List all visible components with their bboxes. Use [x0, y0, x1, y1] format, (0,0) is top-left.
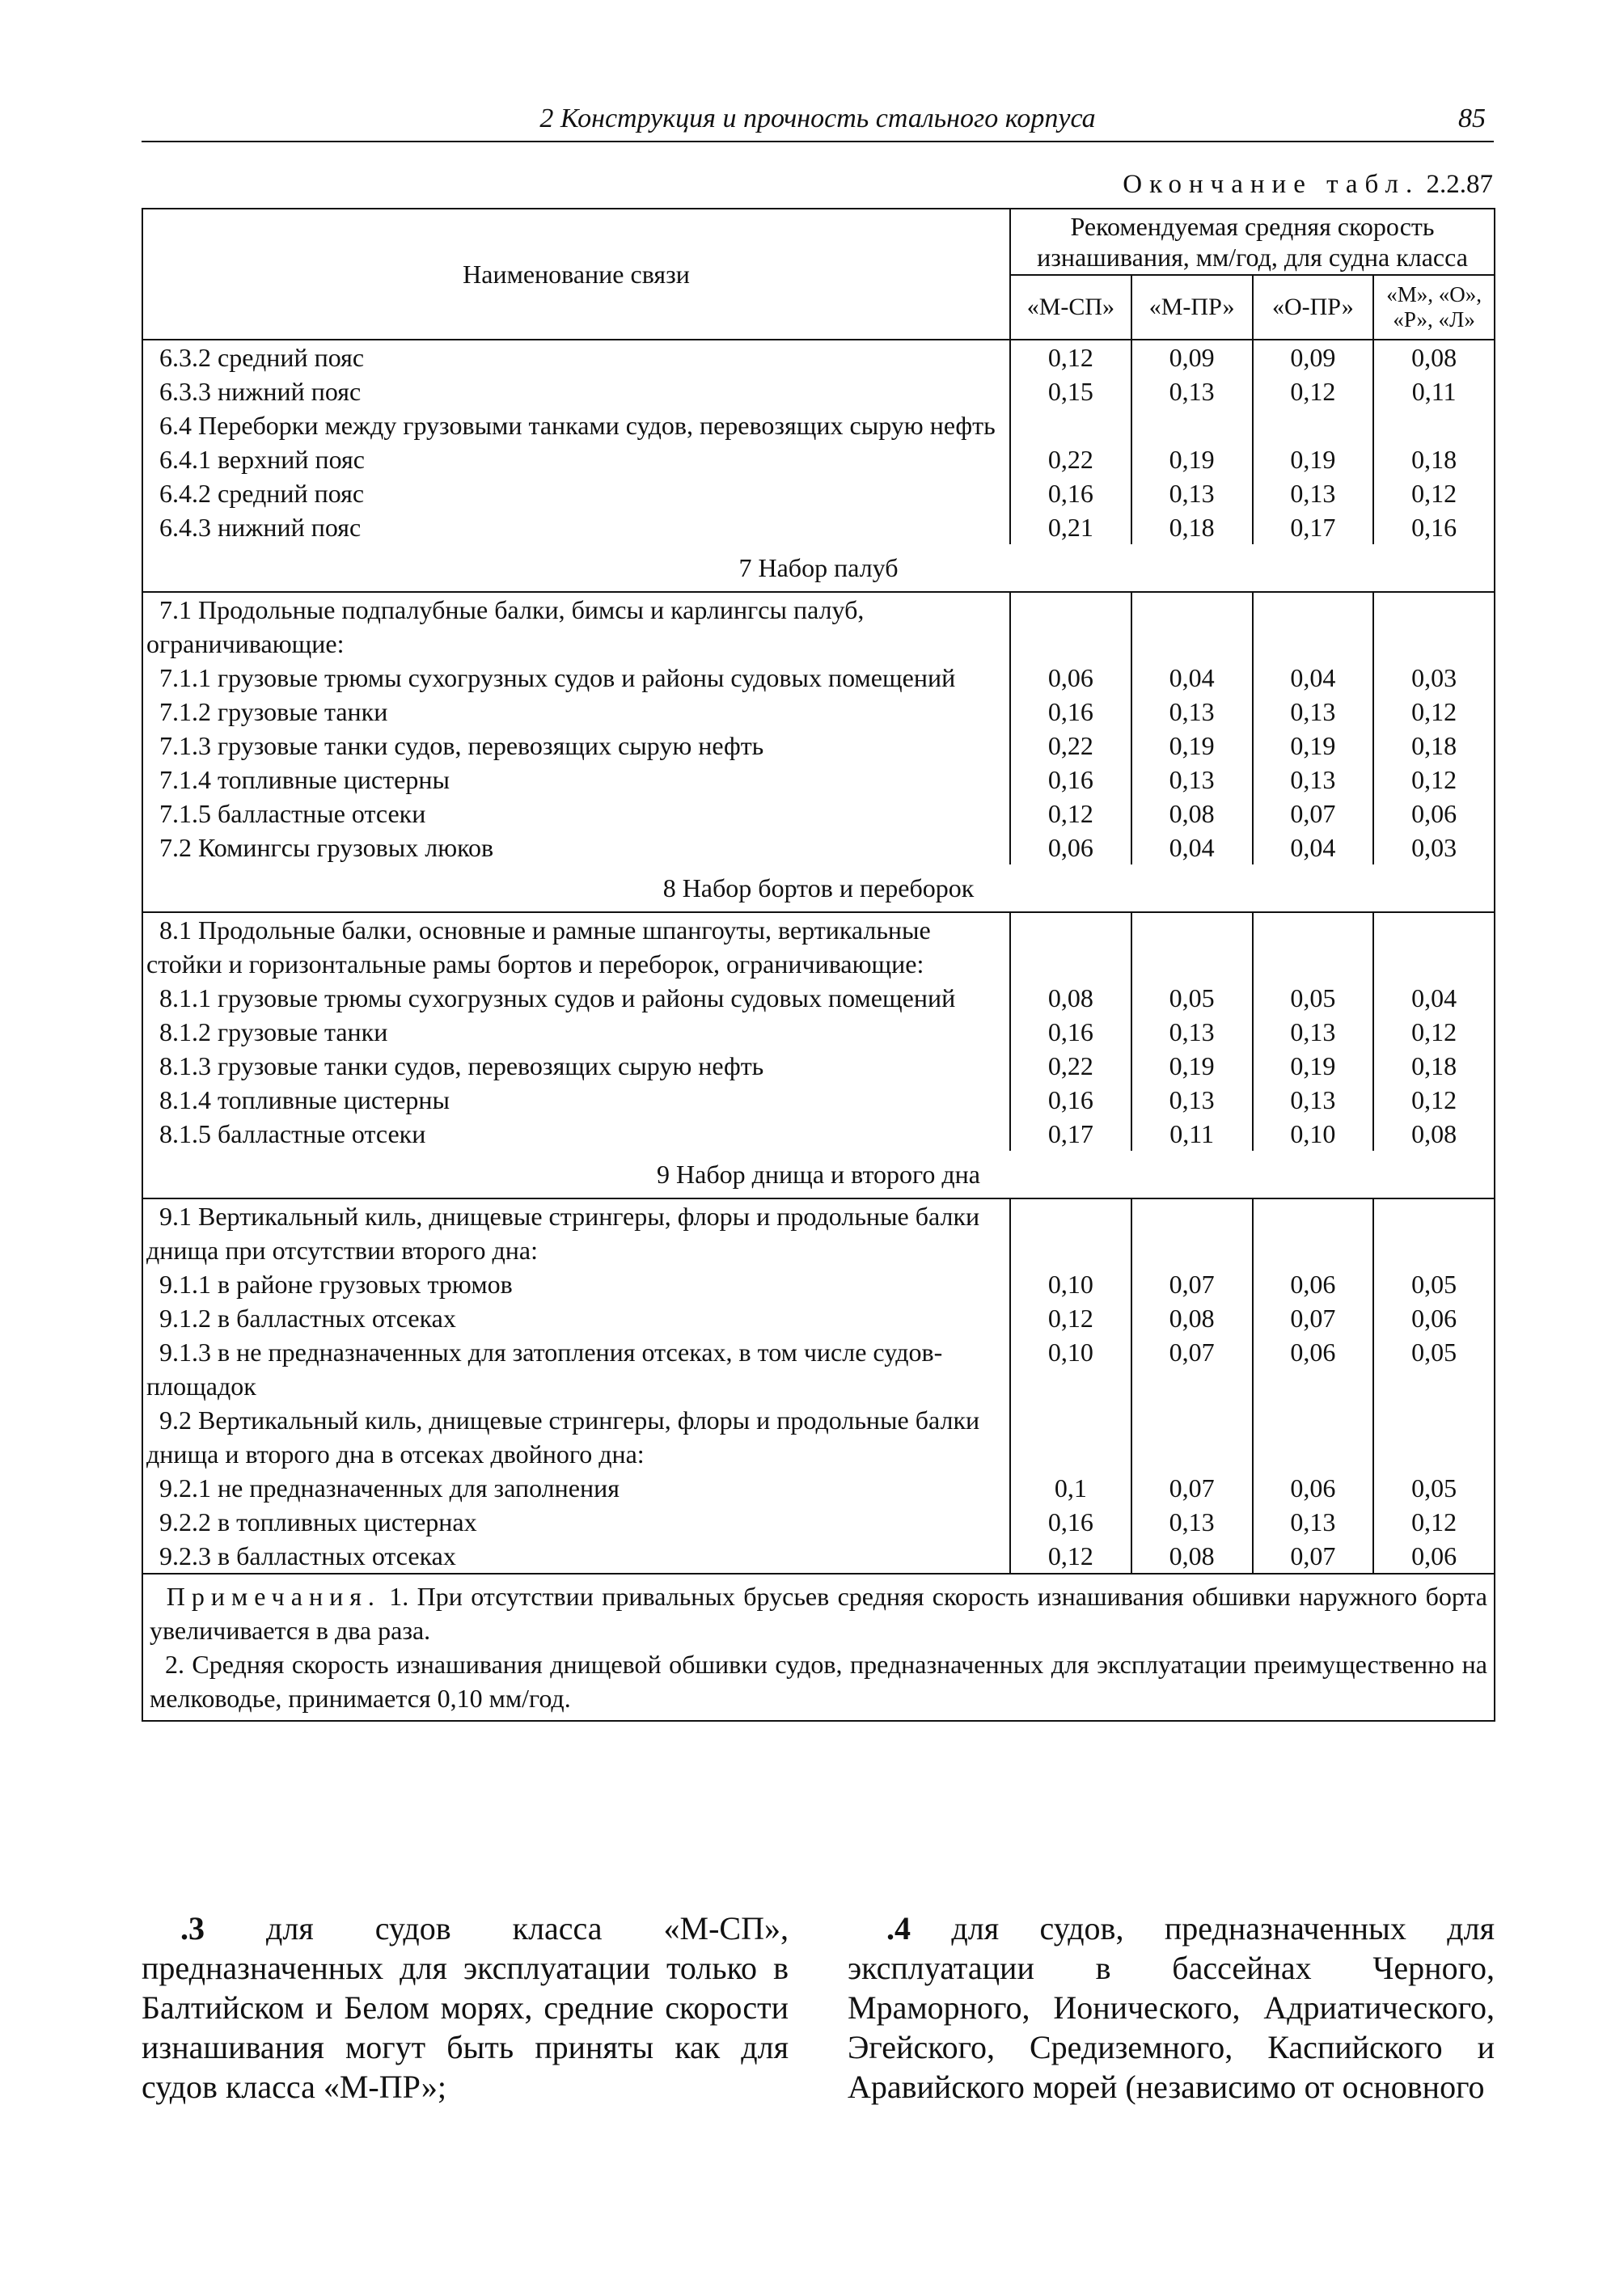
row-name-text: 6.3.3 нижний пояс: [159, 377, 362, 406]
section-heading-row: [142, 864, 1495, 912]
row-name-text: 7.1.2 грузовые танки: [159, 697, 388, 726]
row-value: 0,13: [1131, 374, 1253, 408]
table-caption-label: Окончание табл.: [1123, 170, 1420, 199]
row-value: 0,19: [1131, 1049, 1253, 1083]
row-value: 0,12: [1373, 695, 1495, 729]
running-header-title: 2 Конструкция и прочность стального корпуса: [539, 104, 1096, 133]
row-name: [142, 1198, 1010, 1267]
table-notes: [142, 1574, 1495, 1721]
row-name-text: 8.1 Продольные балки, основные и рамные шпангоуты, вертикальные стойки и горизонтальные рамы бортов и переборок, ограничивающие:: [146, 915, 931, 979]
paragraph-3-number: .3: [180, 1910, 205, 1947]
table-row: [142, 374, 1495, 408]
table-row: [142, 408, 1495, 442]
row-value: 0,08: [1131, 1539, 1253, 1574]
row-value: 0,13: [1253, 476, 1374, 510]
row-value: 0,18: [1373, 729, 1495, 763]
row-value: 0,16: [1010, 1505, 1131, 1539]
row-value: 0,13: [1131, 1505, 1253, 1539]
table-row: [142, 797, 1495, 831]
row-value: 0,07: [1253, 1539, 1374, 1574]
row-value: 0,12: [1010, 1301, 1131, 1335]
row-value: [1253, 912, 1374, 981]
row-value: 0,05: [1253, 981, 1374, 1015]
row-name: [142, 1301, 1010, 1335]
class-header: «О-ПР»: [1253, 275, 1374, 340]
row-value: 0,17: [1010, 1117, 1131, 1151]
paragraph-4-number: .4: [886, 1910, 911, 1947]
row-value: 0,06: [1010, 661, 1131, 695]
running-header: [142, 102, 1494, 142]
row-name: [142, 981, 1010, 1015]
row-value: 0,06: [1373, 1301, 1495, 1335]
row-value: 0,09: [1253, 340, 1374, 374]
row-name-text: 9.1.3 в не предназначенных для затопления отсеках, в том числе судов-площадок: [146, 1338, 943, 1401]
row-value: 0,19: [1253, 442, 1374, 476]
row-value: 0,13: [1131, 476, 1253, 510]
row-value: 0,05: [1373, 1335, 1495, 1403]
row-value: 0,03: [1373, 661, 1495, 695]
row-value: 0,12: [1010, 340, 1131, 374]
row-value: 0,12: [1373, 476, 1495, 510]
paragraph-4-text: для судов, предназначенных для эксплуатации в бассейнах Черного, Мраморного, Ионического, Адриатического, Эгейского, Средиземного, Каспийского и Аравийского морей (независимо от основного: [848, 1910, 1495, 2105]
row-name: [142, 1015, 1010, 1049]
row-value: 0,08: [1131, 797, 1253, 831]
row-value: 0,13: [1131, 1015, 1253, 1049]
row-name: [142, 912, 1010, 981]
note-2: [150, 1647, 1487, 1715]
row-value: 0,05: [1131, 981, 1253, 1015]
row-value: 0,21: [1010, 510, 1131, 544]
table-row: [142, 763, 1495, 797]
row-name: [142, 476, 1010, 510]
row-value: 0,10: [1010, 1267, 1131, 1301]
table-notes-row: [142, 1574, 1495, 1721]
table-row: [142, 1471, 1495, 1505]
row-value: [1253, 1198, 1374, 1267]
row-value: 0,12: [1010, 1539, 1131, 1574]
row-value: 0,13: [1253, 1083, 1374, 1117]
row-value: [1010, 1198, 1131, 1267]
row-name-text: 9.2.1 не предназначенных для заполнения: [159, 1473, 620, 1503]
row-value: 0,10: [1010, 1335, 1131, 1403]
row-value: 0,08: [1010, 981, 1131, 1015]
wear-rate-table: [142, 208, 1495, 1722]
row-value: 0,12: [1373, 1015, 1495, 1049]
row-value: 0,13: [1253, 763, 1374, 797]
table-row: [142, 1015, 1495, 1049]
table-body: [142, 340, 1495, 1721]
row-value: [1253, 592, 1374, 661]
row-value: [1131, 1198, 1253, 1267]
paragraph-3: [142, 1908, 789, 2107]
row-value: 0,16: [1010, 763, 1131, 797]
row-name: [142, 510, 1010, 544]
row-name-text: 6.4.2 средний пояс: [159, 479, 365, 508]
row-name: [142, 729, 1010, 763]
row-value: 0,07: [1131, 1335, 1253, 1403]
note-2-text: 2. Средняя скорость изнашивания днищевой обшивки судов, предназначенных для эксплуатации преимущественно на мелководье, принимается 0,10 мм/год.: [150, 1650, 1487, 1713]
row-name-text: 6.4 Переборки между грузовыми танками судов, перевозящих сырую нефть: [159, 411, 996, 440]
row-name: [142, 661, 1010, 695]
paragraph-3-text: для судов класса «М-СП», предназначенных для эксплуатации только в Балтийском и Белом морях, средние скорости изнашивания могут быть приняты как для судов класса «М-ПР»;: [142, 1910, 789, 2105]
column-header-name: Наименование связи: [142, 209, 1010, 340]
row-value: 0,06: [1253, 1471, 1374, 1505]
row-value: 0,13: [1253, 1505, 1374, 1539]
row-value: 0,06: [1253, 1335, 1374, 1403]
row-value: 0,04: [1131, 661, 1253, 695]
table-row: [142, 1083, 1495, 1117]
table-row: [142, 1505, 1495, 1539]
table-row: [142, 1539, 1495, 1574]
table-row: [142, 1117, 1495, 1151]
row-name: [142, 408, 1010, 442]
row-value: [1131, 1403, 1253, 1471]
class-header: «М-ПР»: [1131, 275, 1253, 340]
table-row: [142, 831, 1495, 864]
row-value: 0,19: [1253, 1049, 1374, 1083]
row-value: 0,11: [1373, 374, 1495, 408]
row-name-text: 6.4.1 верхний пояс: [159, 445, 365, 474]
row-value: [1373, 592, 1495, 661]
row-name: [142, 1083, 1010, 1117]
row-name: [142, 374, 1010, 408]
row-name: [142, 797, 1010, 831]
row-value: 0,04: [1373, 981, 1495, 1015]
row-value: [1010, 408, 1131, 442]
row-value: [1253, 1403, 1374, 1471]
row-name: [142, 592, 1010, 661]
row-value: 0,18: [1373, 1049, 1495, 1083]
row-value: 0,10: [1253, 1117, 1374, 1151]
row-value: 0,11: [1131, 1117, 1253, 1151]
row-name-text: 7.1.5 балластные отсеки: [159, 799, 426, 828]
row-value: [1010, 592, 1131, 661]
table-row: [142, 661, 1495, 695]
row-name: [142, 442, 1010, 476]
row-value: 0,07: [1131, 1267, 1253, 1301]
row-value: [1131, 912, 1253, 981]
page-number: 85: [1458, 104, 1486, 133]
row-value: [1010, 1403, 1131, 1471]
row-name: [142, 1335, 1010, 1403]
row-value: 0,12: [1373, 1505, 1495, 1539]
table-row: [142, 1301, 1495, 1335]
table-row: [142, 340, 1495, 374]
row-value: 0,04: [1253, 661, 1374, 695]
row-name-text: 8.1.5 балластные отсеки: [159, 1119, 426, 1148]
note-1-text: 1. При отсутствии привальных брусьев средняя скорость изнашивания обшивки наружного борта увеличивается в два раза.: [150, 1582, 1488, 1645]
row-value: 0,12: [1373, 763, 1495, 797]
row-value: 0,19: [1253, 729, 1374, 763]
row-value: 0,06: [1373, 1539, 1495, 1574]
table-row: [142, 1267, 1495, 1301]
section-heading-row: [142, 544, 1495, 592]
table-row: [142, 510, 1495, 544]
row-value: 0,1: [1010, 1471, 1131, 1505]
row-name: [142, 340, 1010, 374]
table-row: [142, 1403, 1495, 1471]
row-value: 0,08: [1373, 340, 1495, 374]
row-name: [142, 831, 1010, 864]
row-value: [1373, 1403, 1495, 1471]
table-row: [142, 1198, 1495, 1267]
row-value: 0,13: [1131, 695, 1253, 729]
table-row: [142, 1049, 1495, 1083]
row-name-text: 8.1.4 топливные цистерны: [159, 1085, 450, 1114]
row-value: 0,07: [1131, 1471, 1253, 1505]
table-row: [142, 1335, 1495, 1403]
row-name: [142, 763, 1010, 797]
row-value: 0,16: [1010, 1015, 1131, 1049]
row-name-text: 7.1.1 грузовые трюмы сухогрузных судов и районы судовых помещений: [159, 663, 956, 692]
row-name-text: 7.1.3 грузовые танки судов, перевозящих сырую нефть: [159, 731, 764, 760]
row-value: 0,05: [1373, 1267, 1495, 1301]
row-name-text: 8.1.1 грузовые трюмы сухогрузных судов и районы судовых помещений: [159, 983, 956, 1012]
row-value: 0,16: [1010, 695, 1131, 729]
table-row: [142, 442, 1495, 476]
table-row: [142, 592, 1495, 661]
row-value: 0,13: [1253, 1015, 1374, 1049]
row-value: [1373, 912, 1495, 981]
row-value: 0,06: [1253, 1267, 1374, 1301]
row-value: [1010, 912, 1131, 981]
row-value: 0,19: [1131, 442, 1253, 476]
row-value: 0,05: [1373, 1471, 1495, 1505]
row-value: 0,06: [1373, 797, 1495, 831]
row-name: [142, 1049, 1010, 1083]
row-value: 0,13: [1131, 1083, 1253, 1117]
row-value: 0,08: [1131, 1301, 1253, 1335]
table-row: [142, 695, 1495, 729]
section-heading-row: [142, 1151, 1495, 1198]
table-caption-number: 2.2.87: [1426, 170, 1493, 199]
column-group-header: Рекомендуемая средняя скорость изнашивания, мм/год, для судна класса: [1010, 209, 1495, 275]
row-value: 0,17: [1253, 510, 1374, 544]
row-name-text: 8.1.2 грузовые танки: [159, 1017, 388, 1046]
row-value: 0,22: [1010, 729, 1131, 763]
row-name-text: 9.1.1 в районе грузовых трюмов: [159, 1270, 513, 1299]
row-name-text: 6.3.2 средний пояс: [159, 343, 365, 372]
row-value: [1373, 408, 1495, 442]
row-value: 0,22: [1010, 1049, 1131, 1083]
section-heading: 8 Набор бортов и переборок: [142, 864, 1495, 912]
row-value: 0,12: [1373, 1083, 1495, 1117]
row-value: 0,18: [1131, 510, 1253, 544]
row-value: [1131, 592, 1253, 661]
row-value: 0,04: [1131, 831, 1253, 864]
row-name-text: 6.4.3 нижний пояс: [159, 513, 362, 542]
row-name-text: 9.2.2 в топливных цистернах: [159, 1507, 477, 1536]
row-name: [142, 1539, 1010, 1574]
table-row: [142, 729, 1495, 763]
row-name: [142, 695, 1010, 729]
row-value: 0,16: [1373, 510, 1495, 544]
row-name-text: 7.1 Продольные подпалубные балки, бимсы и карлингсы палуб, ограничивающие:: [146, 595, 865, 658]
row-name-text: 7.2 Комингсы грузовых люков: [159, 833, 494, 862]
section-heading: 7 Набор палуб: [142, 544, 1495, 592]
table-row: [142, 476, 1495, 510]
row-name-text: 9.2.3 в балластных отсеках: [159, 1541, 456, 1570]
table-row: [142, 912, 1495, 981]
row-value: 0,16: [1010, 476, 1131, 510]
row-name: [142, 1471, 1010, 1505]
row-value: [1373, 1198, 1495, 1267]
row-name-text: 9.2 Вертикальный киль, днищевые стрингеры, флоры и продольные балки днища и второго дна в отсеках двойного дна:: [146, 1405, 980, 1469]
notes-label: Примечания.: [166, 1582, 381, 1611]
row-value: 0,12: [1253, 374, 1374, 408]
row-value: 0,07: [1253, 797, 1374, 831]
row-value: 0,07: [1253, 1301, 1374, 1335]
row-name-text: 7.1.4 топливные цистерны: [159, 765, 450, 794]
section-heading: 9 Набор днища и второго дна: [142, 1151, 1495, 1198]
row-name-text: 8.1.3 грузовые танки судов, перевозящих сырую нефть: [159, 1051, 764, 1080]
row-value: 0,15: [1010, 374, 1131, 408]
table-row: [142, 981, 1495, 1015]
row-value: 0,19: [1131, 729, 1253, 763]
row-value: 0,03: [1373, 831, 1495, 864]
row-value: 0,22: [1010, 442, 1131, 476]
row-name: [142, 1267, 1010, 1301]
row-value: 0,08: [1373, 1117, 1495, 1151]
note-1: [150, 1579, 1487, 1647]
row-name-text: 9.1 Вертикальный киль, днищевые стрингеры, флоры и продольные балки днища при отсутствии второго дна:: [146, 1202, 980, 1265]
row-value: 0,12: [1010, 797, 1131, 831]
row-name: [142, 1403, 1010, 1471]
row-value: 0,16: [1010, 1083, 1131, 1117]
class-header: «М-СП»: [1010, 275, 1131, 340]
row-value: 0,04: [1253, 831, 1374, 864]
row-value: [1131, 408, 1253, 442]
row-value: 0,13: [1253, 695, 1374, 729]
row-name: [142, 1117, 1010, 1151]
table-caption: [1123, 170, 1493, 200]
row-value: [1253, 408, 1374, 442]
row-name: [142, 1505, 1010, 1539]
row-name-text: 9.1.2 в балластных отсеках: [159, 1304, 456, 1333]
paragraph-4: [848, 1908, 1495, 2107]
row-value: 0,13: [1131, 763, 1253, 797]
class-header: «М», «О», «Р», «Л»: [1373, 275, 1495, 340]
row-value: 0,06: [1010, 831, 1131, 864]
row-value: 0,09: [1131, 340, 1253, 374]
row-value: 0,18: [1373, 442, 1495, 476]
